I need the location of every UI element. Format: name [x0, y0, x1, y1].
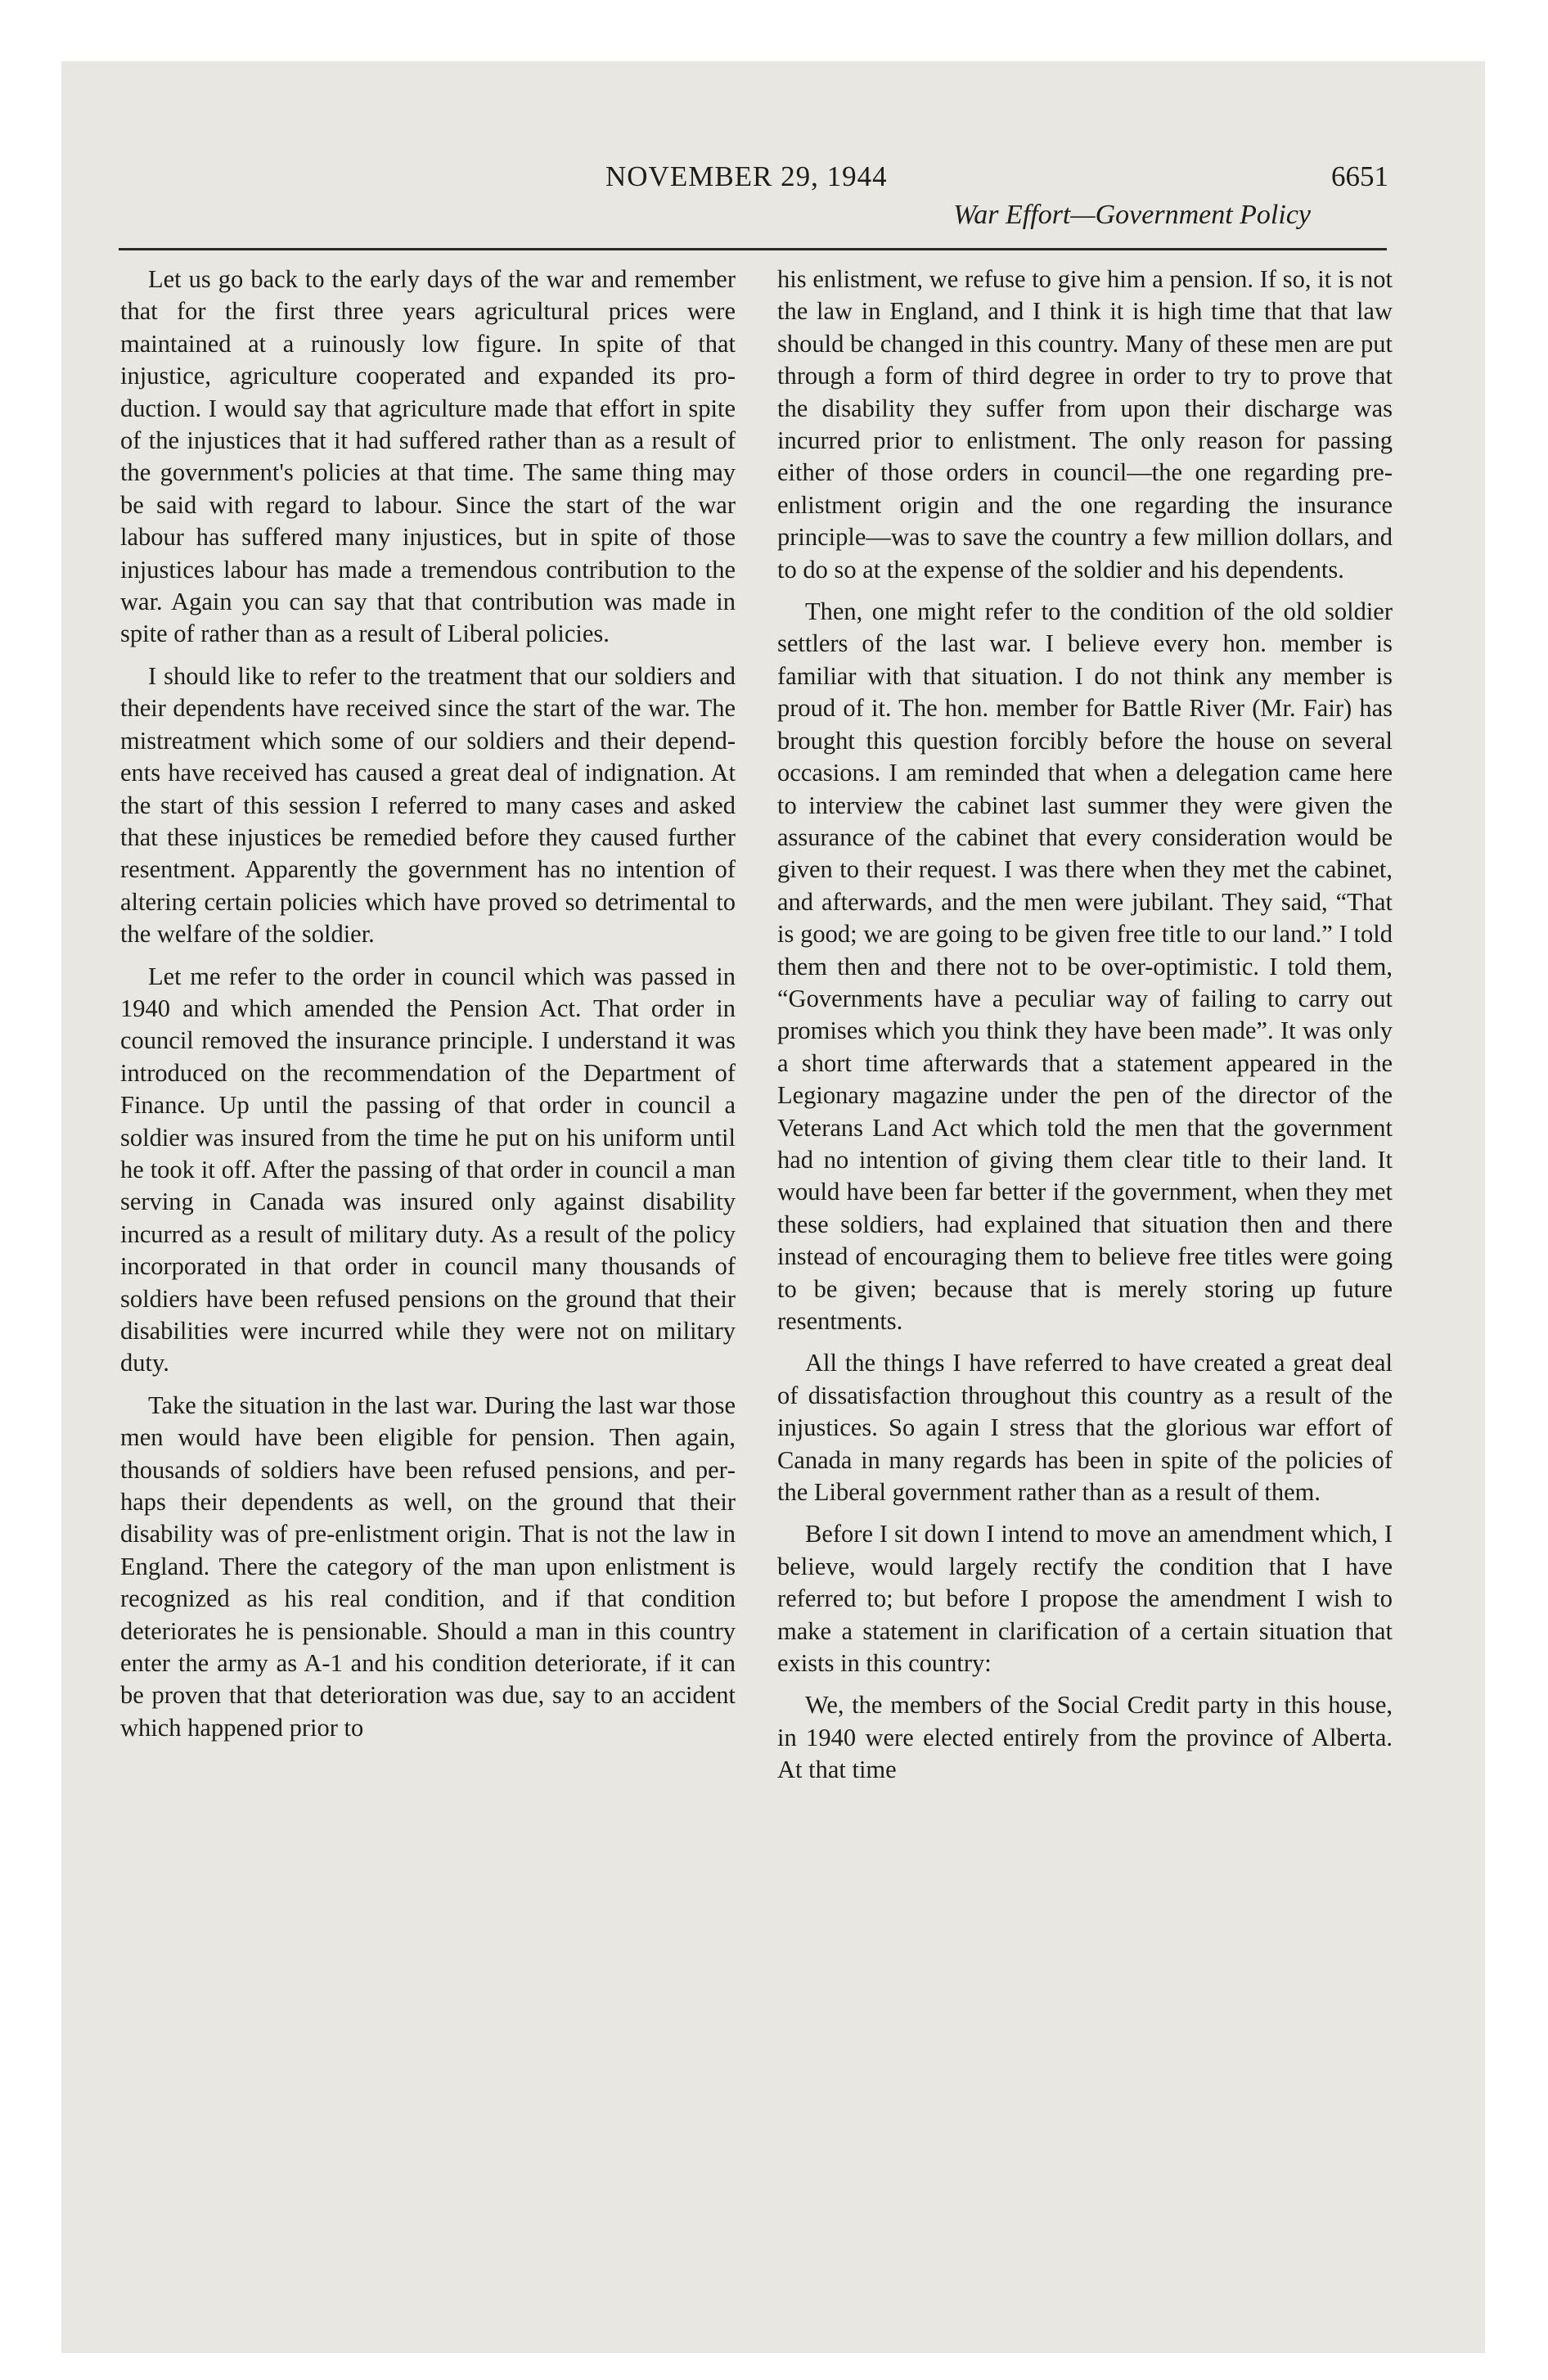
paragraph: All the things I have referred to have created a great deal of dissatisfaction throughout this country as a result of the injustices. So again I stress that the glorious war effort of Canada in many regards has been in spite of the policies of the Liberal government rather than as a result of them.: [777, 1349, 1393, 1507]
paragraph: Then, one might refer to the condition of the old soldier settlers of the last war. I believe every hon. member is familiar with that situation. I do not think any member is proud of it. The hon. member for Battle River (Mr. Fair) has brought this question forcibly before the house on several occasions. I am reminded that when a delegation came here to interview the cabinet last summer they were given the assurance of the cabinet that every consideration would be given to their request. I was there when they met the cabinet, and afterwards, and the men were jubilant. They said, “That is good; we are going to be given free title to our land.” I told them then and there not to be over-optimistic. I told them, “Governments have a peculiar way of failing to carry out promises which you think they have been made”. It was only a short time afterwards that a statement appeared in the Legionary magazine under the pen of the director of the Veterans Land Act which told the men that the government had no intention of giving them clear title to their land. It would have been far better if the government, when they met these soldiers, had explained that situation then and there instead of encouraging them to believe free titles were going to be given; because that is merely storing up future resentments.: [777, 597, 1393, 1335]
header-subtitle: War Effort—Government Policy: [953, 200, 1311, 230]
header-date: NOVEMBER 29, 1944: [605, 160, 888, 192]
page-number: 6651: [1331, 160, 1388, 192]
right-column: [777, 264, 1393, 1796]
paragraph: We, the members of the Social Credit party in this house, in 1940 were elected entirely from the province of Alberta. At that time: [777, 1691, 1393, 1784]
paragraph: Take the situation in the last war. During the last war those men would have been eligible for pension. Then again, thousands of soldiers have been refused pensions, and perhaps their dependents as well, on the ground that their disability was of pre-enlistment origin. That is not the law in England. There the category of the man upon enlistment is recognized as his real condition, and if that condition deteriorates he is pensionable. Should a man in this country enter the army as A-1 and his condition deteriorate, if it can be proven that that deterioration was due, say to an accident which happened prior to: [120, 1391, 736, 1742]
paragraph: Let me refer to the order in council which was passed in 1940 and which amended the Pension Act. That order in council removed the insurance principle. I understand it was introduced on the recommendation of the Department of Finance. Up until the passing of that order in council a soldier was insured from the time he put on his uniform until he took it off. After the passing of that order in council a man serving in Canada was insured only against disability incurred as a result of military duty. As a result of the policy incorporated in that order in council many thousands of soldiers have been refused pensions on the ground that their disabilities were incurred while they were not on military duty.: [120, 962, 736, 1377]
paragraph-continued: his enlistment, we refuse to give him a pension. If so, it is not the law in England, and I think it is high time that that law should be changed in this country. Many of these men are put through a form of third degree in order to try to prove that the disability they suffer from upon their discharge was incurred prior to enlistment. The only reason for passing either of those orders in council—the one regarding pre-enlistment origin and the one regarding the insurance principle—was to save the country a few million dollars, and to do so at the expense of the soldier and his dependents.: [777, 265, 1393, 584]
paragraph: Let us go back to the early days of the war and remember that for the first three years agricultural prices were maintained at a ruinously low figure. In spite of that injustice, agriculture cooperated and expanded its production. I would say that agriculture made that effort in spite of the injustices that it had suffered rather than as a result of the government's policies at that time. The same thing may be said with regard to labour. Since the start of the war labour has suffered many injustices, but in spite of those injustices labour has made a tremendous contribution to the war. Again you can say that that contribution was made in spite of rather than as a result of Liberal policies.: [120, 265, 736, 648]
paragraph: Before I sit down I intend to move an amendment which, I believe, would largely rectify the condition that I have referred to; but before I propose the amendment I wish to make a statement in clarification of a certain situation that exists in this country:: [777, 1520, 1393, 1678]
paragraph: I should like to refer to the treatment that our soldiers and their dependents have received since the start of the war. The mistreatment which some of our soldiers and their dependents have received has caused a great deal of indignation. At the start of this session I referred to many cases and asked that these injustices be remedied before they caused further resentment. Apparently the government has no intention of altering certain policies which have proved so detrimental to the welfare of the soldier.: [120, 661, 736, 949]
left-column: [120, 264, 736, 1754]
header-rule: [119, 248, 1387, 250]
